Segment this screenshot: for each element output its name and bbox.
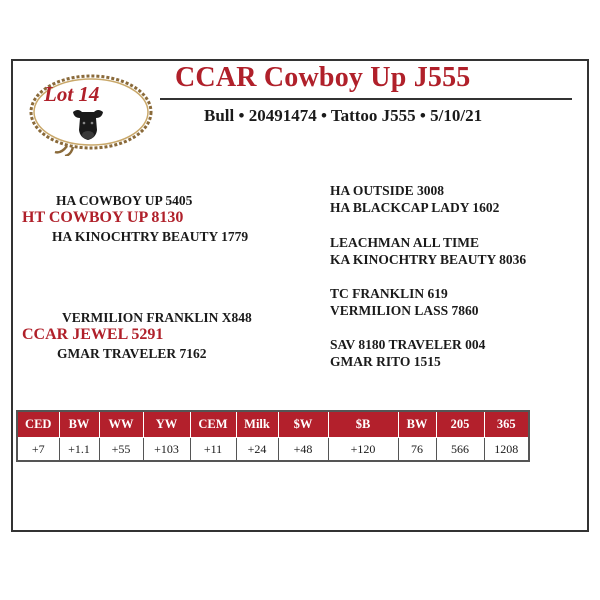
animal-info-line: Bull • 20491474 • Tattoo J555 • 5/10/21: [204, 106, 483, 125]
sire-sire-sire: HA OUTSIDE 3008: [330, 183, 445, 198]
epd-header-yw: YW: [143, 411, 190, 438]
dam-sire-sire: TC FRANKLIN 619: [330, 286, 448, 301]
sire-sire: HA COWBOY UP 5405: [56, 193, 193, 208]
sire-dam-sire: LEACHMAN ALL TIME: [330, 235, 480, 250]
bull-head-icon: [70, 104, 106, 142]
epd-header-row: [17, 411, 529, 438]
dam-sire-dam: VERMILION LASS 7860: [330, 303, 479, 318]
epd-value-365: 1208: [484, 438, 529, 462]
sire-dam-dam: KA KINOCHTRY BEAUTY 8036: [330, 252, 527, 267]
epd-value-row: [17, 438, 529, 462]
dam-dam-sire: SAV 8180 TRAVELER 004: [330, 337, 486, 352]
epd-value-205: 566: [436, 438, 484, 462]
epd-value-yw: +103: [143, 438, 190, 462]
epd-table: [16, 410, 530, 462]
animal-name-title: CCAR Cowboy Up J555: [175, 62, 471, 93]
epd-header-205: 205: [436, 411, 484, 438]
dam-dam: GMAR TRAVELER 7162: [57, 346, 207, 361]
lot-number: Lot 14: [44, 82, 100, 106]
sire: HT COWBOY UP 8130: [22, 209, 184, 226]
epd-header-365: 365: [484, 411, 529, 438]
epd-value-w-index: +48: [278, 438, 328, 462]
sire-dam: HA KINOCHTRY BEAUTY 1779: [52, 229, 249, 244]
epd-header-milk: Milk: [236, 411, 278, 438]
epd-value-bw: +1.1: [59, 438, 99, 462]
title-divider: [160, 98, 572, 100]
epd-value-ww: +55: [99, 438, 143, 462]
epd-value-milk: +24: [236, 438, 278, 462]
dam-sire: VERMILION FRANKLIN X848: [62, 310, 252, 325]
epd-value-ced: +7: [17, 438, 59, 462]
epd-header-ww: WW: [99, 411, 143, 438]
epd-value-cem: +11: [190, 438, 236, 462]
sire-sire-dam: HA BLACKCAP LADY 1602: [330, 200, 500, 215]
epd-header-bw: BW: [59, 411, 99, 438]
epd-header-ced: CED: [17, 411, 59, 438]
epd-header-w-index: $W: [278, 411, 328, 438]
epd-header-b-index: $B: [328, 411, 398, 438]
epd-header-actual-bw: BW: [398, 411, 436, 438]
epd-value-b-index: +120: [328, 438, 398, 462]
epd-value-actual-bw: 76: [398, 438, 436, 462]
dam-dam-dam: GMAR RITO 1515: [330, 354, 441, 369]
dam: CCAR JEWEL 5291: [22, 326, 164, 343]
epd-header-cem: CEM: [190, 411, 236, 438]
